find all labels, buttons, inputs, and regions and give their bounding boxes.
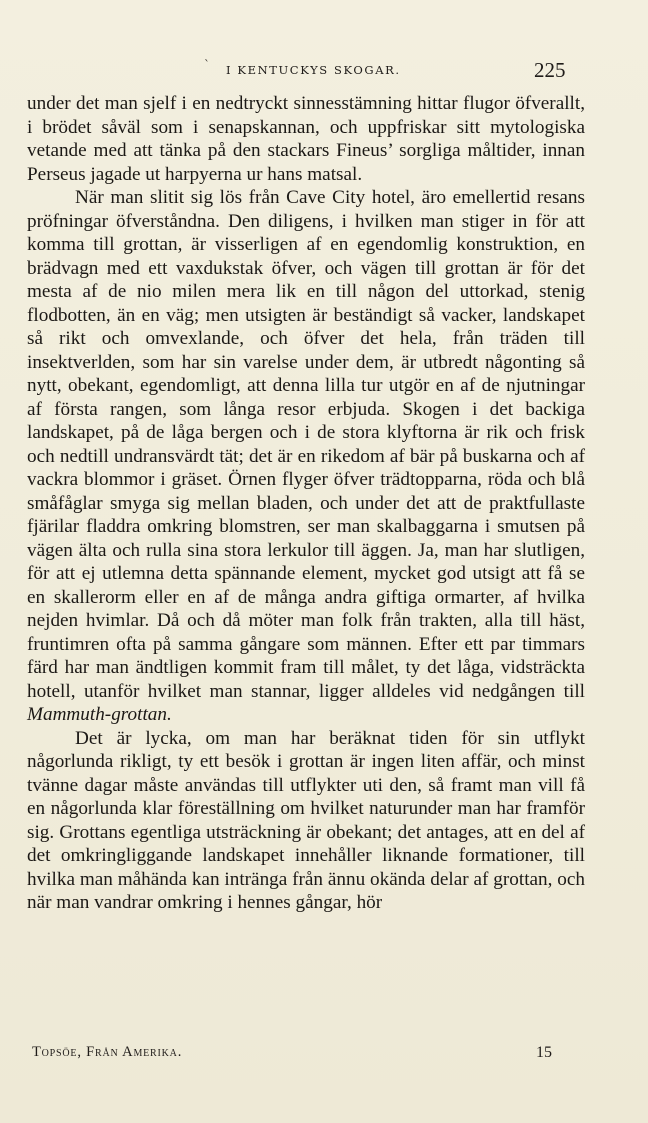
paragraph-1 bbox=[27, 92, 585, 186]
sheet-number: 15 bbox=[536, 1044, 552, 1061]
signature-mark: Topsöe, Från Amerika. bbox=[32, 1044, 183, 1060]
paragraph-2 bbox=[27, 186, 585, 727]
paragraph-text: När man slitit sig lös från Cave City hotel, äro emellertid resans pröfningar öfverståndna. Den diligens, i hvilken man stiger in för att komma till grottan, är visserligen af en egendomlig konstruktion, en brädvagn med ett vaxdukstak öfver, och vägen till grottan är för det mesta af de nio milen mera lik en till någon del uttorkad, stenig flodbotten, än en väg; men utsigten är beständigt så vacker, landskapet så rikt och omvexlande, och öfver det hela, från träden till insektverlden, som har sin varelse under dem, är utbredt någonting så nytt, obekant, egendomligt, att denna lilla tur utgör en af de njutningar af första rangen, som långa resor erbjuda. Skogen i det backiga landskapet, på de låga bergen och i de stora klyftorna är rik och frisk och nedtill undransvärdt tät; det är en rikedom af bär på buskarna och af vackra blommor i gräset. Örnen flyger öfver trädtopparna, röda och blå småfåglar smyga sig mellan bladen, och under det att de praktfullaste fjärilar fladdra omkring blomstren, ser man skalbaggarna i smutsen på vägen älta och rulla sina stora lerkulor till äggen. Ja, man har slutligen, för att ej utlemna detta spännande element, mycket god utsigt att få se en skallerorm eller en af de många andra giftiga ormarter, af hvilka nejden hvimlar. Då och då möter man folk från trakten, alla till häst, fruntimren ofta på samma gångare som männen. Efter ett par timmars färd har man ändtligen kommit fram till målet, ty det låga, vidsträckta hotell, utanför hvilket man stannar, ligger alldeles vid nedgången till bbox=[27, 187, 585, 702]
paragraph-3 bbox=[27, 727, 585, 915]
page-header bbox=[0, 58, 648, 82]
printer-mark: ` bbox=[204, 58, 210, 72]
paragraph-text: under det man sjelf i en nedtryckt sinnesstämning hittar flugor öfverallt, i brödet såväl som i senapskannan, och uppfriskar sitt mytologiska vetande med att tänka på den stackars Fineus’ sorgliga måltider, innan Perseus jagade ut harpyerna ur hans matsal. bbox=[27, 93, 585, 185]
paragraph-text: Det är lycka, om man har beräknat tiden för sin utflykt någorlunda rikligt, ty ett besök i grottan är ingen liten affär, och minst tvänne dagar måste användas till utflykter uti den, så framt man vill få en någorlunda klar föreställning om hvilket naturunder man har framför sig. Grottans egentliga utsträckning är obekant; det antages, att en del af det omkringliggande landskapet innehåller liknande formationer, till hvilka man måhända kan intränga från ännu okända delar af grottan, och när man vandrar omkring i hennes gångar, hör bbox=[27, 727, 585, 913]
italic-place-name: Mammuth-grottan. bbox=[27, 704, 172, 725]
running-head: I KENTUCKYS SKOGAR. bbox=[226, 63, 401, 77]
body-text bbox=[27, 92, 585, 915]
page-number: 225 bbox=[534, 58, 566, 82]
page-footer bbox=[0, 1044, 648, 1068]
